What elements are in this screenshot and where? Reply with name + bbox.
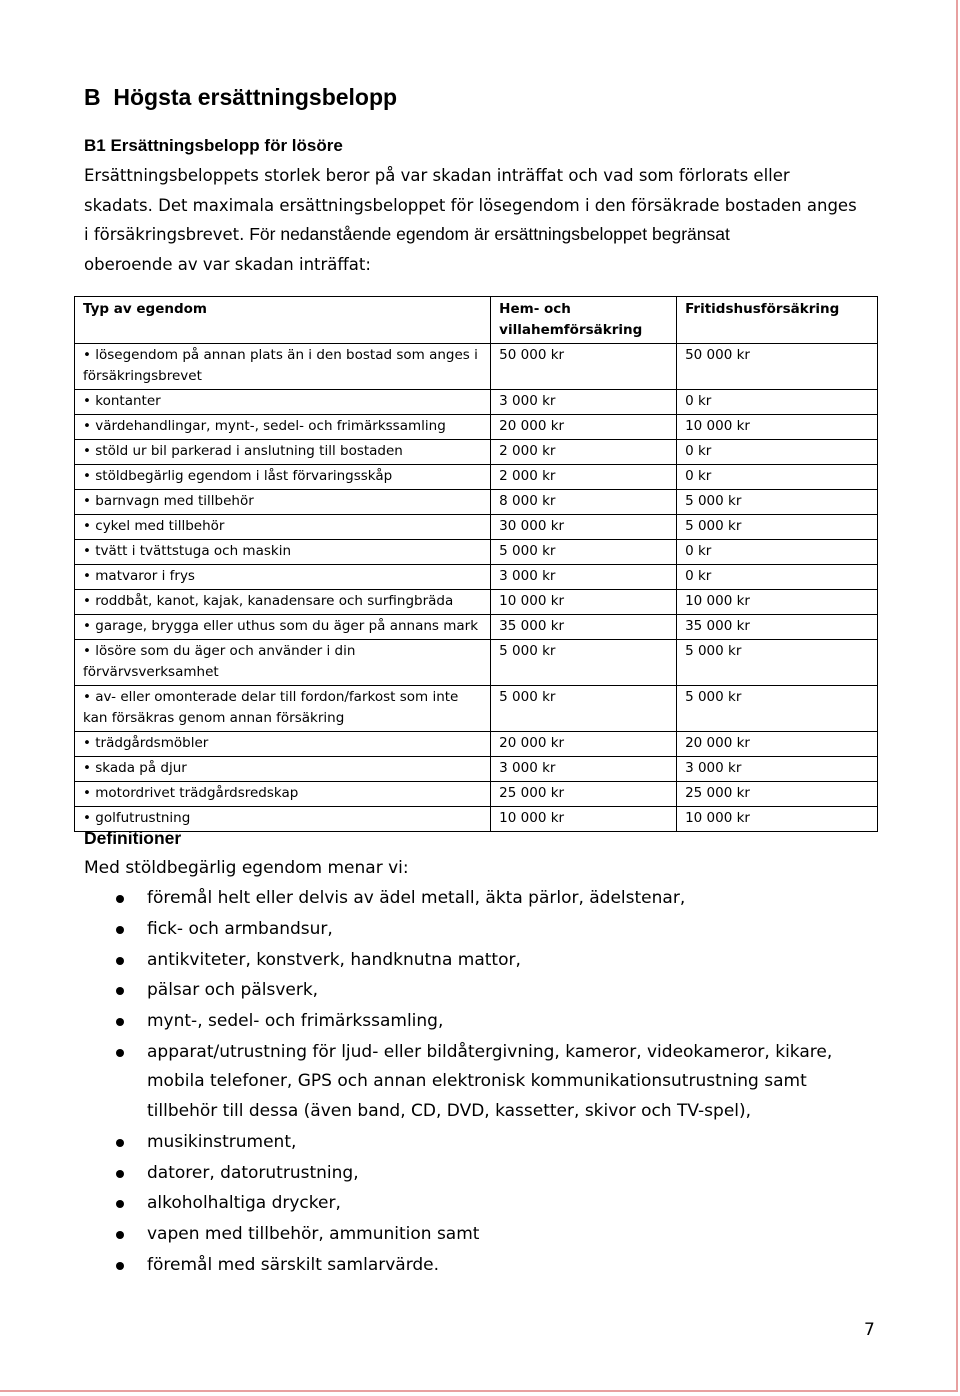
cell-holiday-amount: 50 000 kr — [677, 344, 878, 390]
table-row — [75, 615, 878, 640]
cell-property-type: • cykel med tillbehör — [75, 515, 491, 540]
cell-property-type: • värdehandlingar, mynt-, sedel- och frimärkssamling — [75, 415, 491, 440]
intro-paragraph — [84, 161, 884, 279]
definitions-list — [110, 884, 870, 1282]
cell-holiday-amount: 0 kr — [677, 565, 878, 590]
list-item: apparat/utrustning för ljud- eller bildåtergivning, kameror, videokameror, kikare, mobila telefoner, GPS och annan elektronisk kommunikationsutrustning samt tillbehör till dessa (även band, CD, DVD, kassetter, skivor och TV-spel), — [110, 1038, 870, 1127]
intro-line-3 — [84, 220, 884, 250]
definitions-intro: Med stöldbegärlig egendom menar vi: — [84, 858, 409, 878]
list-item: föremål helt eller delvis av ädel metall, äkta pärlor, ädelstenar, — [110, 884, 870, 914]
header-holiday-home-insurance: Fritidshusförsäkring — [677, 297, 878, 344]
cell-holiday-amount: 0 kr — [677, 540, 878, 565]
cell-property-type: • av- eller omonterade delar till fordon/farkost som inte kan försäkras genom annan försäkring — [75, 686, 491, 732]
table-row — [75, 415, 878, 440]
cell-holiday-amount: 10 000 kr — [677, 415, 878, 440]
compensation-table — [74, 296, 878, 832]
page-number: 7 — [864, 1320, 875, 1340]
cell-home-amount: 5 000 kr — [491, 540, 677, 565]
cell-property-type: • lösöre som du äger och använder i din förvärvsverksamhet — [75, 640, 491, 686]
cell-property-type: • stöldbegärlig egendom i låst förvaringsskåp — [75, 465, 491, 490]
table-row — [75, 757, 878, 782]
table-row — [75, 390, 878, 415]
cell-home-amount: 20 000 kr — [491, 415, 677, 440]
list-item: alkoholhaltiga drycker, — [110, 1189, 870, 1219]
cell-home-amount: 30 000 kr — [491, 515, 677, 540]
table-row — [75, 732, 878, 757]
list-item: mynt-, sedel- och frimärkssamling, — [110, 1007, 870, 1037]
table-row — [75, 782, 878, 807]
table-row — [75, 565, 878, 590]
subsection-heading: B1 Ersättningsbelopp för lösöre — [84, 136, 343, 155]
list-item: musikinstrument, — [110, 1128, 870, 1158]
cell-holiday-amount: 0 kr — [677, 440, 878, 465]
section-heading: B Högsta ersättningsbelopp — [84, 84, 398, 110]
cell-property-type: • kontanter — [75, 390, 491, 415]
intro-line-3b: För nedanstående egendom är ersättningsbeloppet begränsat — [244, 224, 730, 244]
cell-holiday-amount: 5 000 kr — [677, 640, 878, 686]
cell-holiday-amount: 25 000 kr — [677, 782, 878, 807]
cell-home-amount: 8 000 kr — [491, 490, 677, 515]
cell-home-amount: 20 000 kr — [491, 732, 677, 757]
cell-property-type: • stöld ur bil parkerad i anslutning till bostaden — [75, 440, 491, 465]
cell-holiday-amount: 5 000 kr — [677, 490, 878, 515]
table-row — [75, 640, 878, 686]
list-item: föremål med särskilt samlarvärde. — [110, 1251, 870, 1281]
cell-home-amount: 2 000 kr — [491, 440, 677, 465]
cell-holiday-amount: 10 000 kr — [677, 807, 878, 832]
cell-property-type: • garage, brygga eller uthus som du äger på annans mark — [75, 615, 491, 640]
cell-home-amount: 3 000 kr — [491, 757, 677, 782]
table-row — [75, 344, 878, 390]
cell-home-amount: 5 000 kr — [491, 686, 677, 732]
cell-property-type: • lösegendom på annan plats än i den bostad som anges i försäkringsbrevet — [75, 344, 491, 390]
table-row — [75, 490, 878, 515]
cell-holiday-amount: 10 000 kr — [677, 590, 878, 615]
cell-property-type: • motordrivet trädgårdsredskap — [75, 782, 491, 807]
table-header-row — [75, 297, 878, 344]
table-body — [75, 344, 878, 832]
table-row — [75, 686, 878, 732]
list-item: datorer, datorutrustning, — [110, 1159, 870, 1189]
cell-holiday-amount: 3 000 kr — [677, 757, 878, 782]
cell-property-type: • trädgårdsmöbler — [75, 732, 491, 757]
cell-property-type: • tvätt i tvättstuga och maskin — [75, 540, 491, 565]
intro-line-1: Ersättningsbeloppets storlek beror på var skadan inträffat och vad som förlorats eller — [84, 166, 790, 185]
cell-home-amount: 25 000 kr — [491, 782, 677, 807]
table-row — [75, 540, 878, 565]
cell-holiday-amount: 35 000 kr — [677, 615, 878, 640]
cell-home-amount: 5 000 kr — [491, 640, 677, 686]
cell-holiday-amount: 5 000 kr — [677, 686, 878, 732]
list-item: antikviteter, konstverk, handknutna mattor, — [110, 946, 870, 976]
cell-home-amount: 50 000 kr — [491, 344, 677, 390]
intro-line-2: skadats. Det maximala ersättningsbeloppet för lösegendom i den försäkrade bostaden anges — [84, 195, 857, 215]
table-row — [75, 590, 878, 615]
table-row — [75, 440, 878, 465]
header-property-type: Typ av egendom — [75, 297, 491, 344]
cell-property-type: • skada på djur — [75, 757, 491, 782]
cell-home-amount: 3 000 kr — [491, 565, 677, 590]
cell-home-amount: 10 000 kr — [491, 590, 677, 615]
cell-home-amount: 3 000 kr — [491, 390, 677, 415]
cell-property-type: • roddbåt, kanot, kajak, kanadensare och surfingbräda — [75, 590, 491, 615]
cell-holiday-amount: 20 000 kr — [677, 732, 878, 757]
cell-home-amount: 35 000 kr — [491, 615, 677, 640]
list-item: vapen med tillbehör, ammunition samt — [110, 1220, 870, 1250]
list-item: pälsar och pälsverk, — [110, 976, 870, 1006]
cell-property-type: • barnvagn med tillbehör — [75, 490, 491, 515]
table-row — [75, 807, 878, 832]
cell-property-type: • matvaror i frys — [75, 565, 491, 590]
header-home-insurance: Hem- och villahemförsäkring — [491, 297, 677, 344]
cell-holiday-amount: 0 kr — [677, 465, 878, 490]
cell-home-amount: 10 000 kr — [491, 807, 677, 832]
table-row — [75, 465, 878, 490]
cell-property-type: • golfutrustning — [75, 807, 491, 832]
list-item: fick- och armbandsur, — [110, 915, 870, 945]
cell-home-amount: 2 000 kr — [491, 465, 677, 490]
cell-holiday-amount: 0 kr — [677, 390, 878, 415]
definitions-heading: Definitioner — [84, 828, 182, 848]
intro-line-3a: i försäkringsbrevet. — [84, 225, 245, 244]
intro-line-4: oberoende av var skadan inträffat: — [84, 254, 371, 274]
table-row — [75, 515, 878, 540]
cell-holiday-amount: 5 000 kr — [677, 515, 878, 540]
